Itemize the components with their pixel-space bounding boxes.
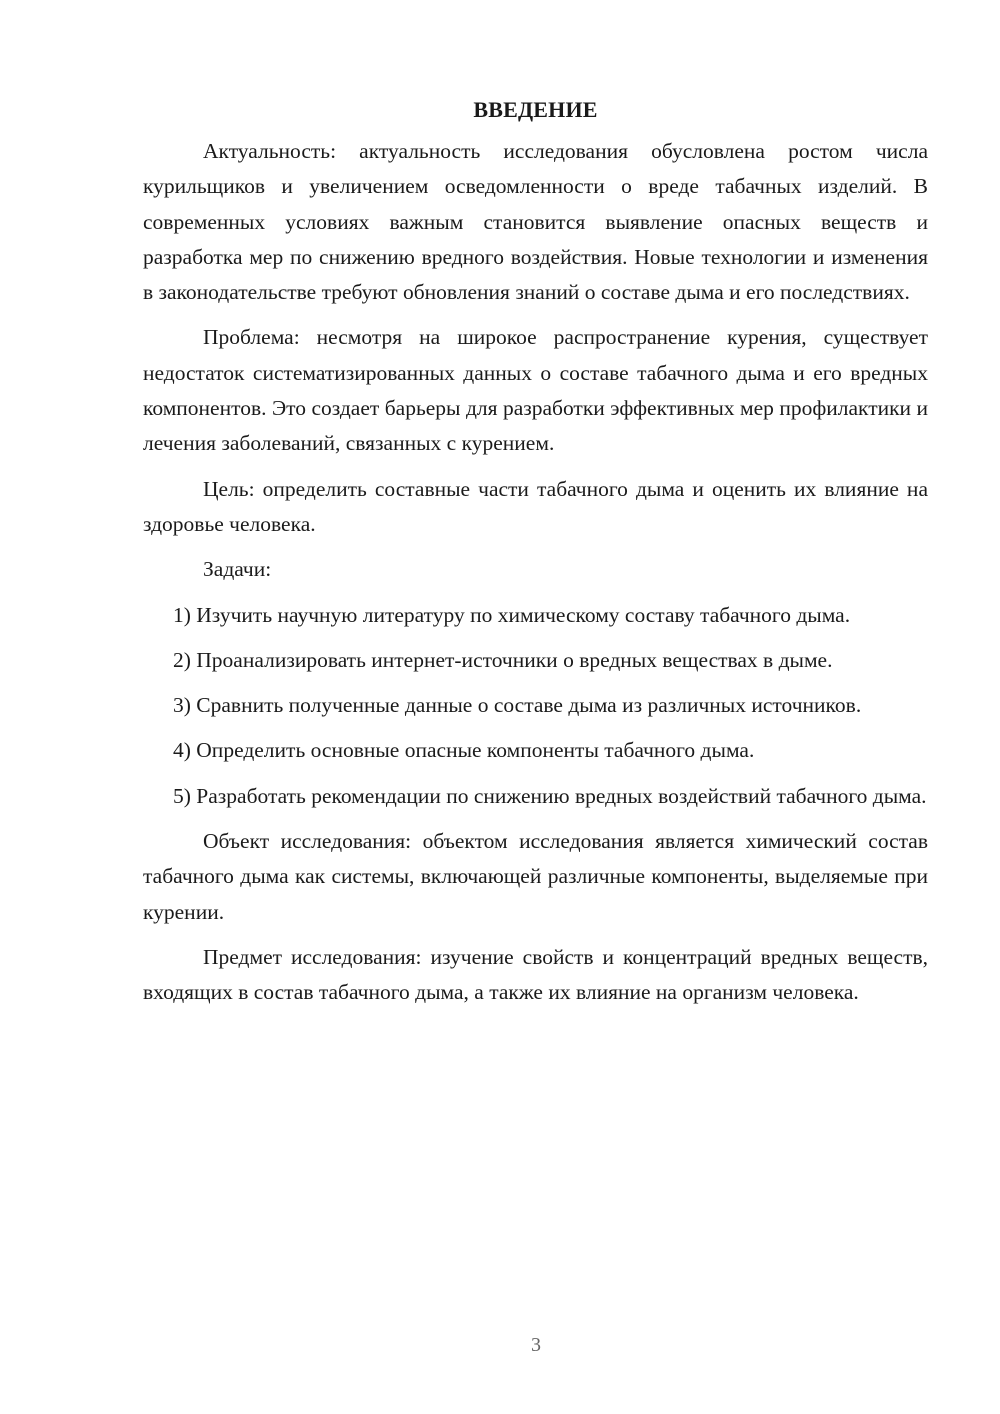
page-number: 3 [531,1334,541,1356]
document-body [143,92,928,1011]
subject-paragraph: Предмет исследования: изучение свойств и концентраций вредных веществ, входящих в состав табачного дыма, а также их влияние на организм человека. [143,944,928,1005]
task-item-1: 1) Изучить научную литературу по химическому составу табачного дыма. [173,602,851,627]
object-paragraph: Объект исследования: объектом исследования является химический состав табачного дыма как системы, включающей различные компоненты, выделяемые при курении. [143,829,928,924]
task-item-2: 2) Проанализировать интернет-источники о вредных веществах в дыме. [173,647,833,672]
problem-paragraph: Проблема: несмотря на широкое распространение курения, существует недостаток систематизированных данных о составе табачного дыма и его вредных компонентов. Это создает барьеры для разработки эффективных мер профилактики и лечения заболеваний, связанных с курением. [143,325,928,456]
task-item-3: 3) Сравнить полученные данные о составе дыма из различных источников. [173,693,862,718]
section-heading: ВВЕДЕНИЕ [473,97,598,122]
goal-paragraph: Цель: определить составные части табачного дыма и оценить их влияние на здоровье человека. [143,476,928,536]
task-item-5: 5) Разработать рекомендации по снижению вредных воздействий табачного дыма. [173,783,927,808]
tasks-label: Задачи: [203,557,272,582]
task-item-4: 4) Определить основные опасные компоненты табачного дыма. [173,738,755,763]
relevance-paragraph: Актуальность: актуальность исследования обусловлена ростом числа курильщиков и увеличением осведомленности о вреде табачных изделий. В современных условиях важным становится выявление опасных веществ и разработка мер по снижению вредного воздействия. Новые технологии и изменения в законодательстве требуют обновления знаний о составе дыма и его последствиях. [143,139,928,305]
